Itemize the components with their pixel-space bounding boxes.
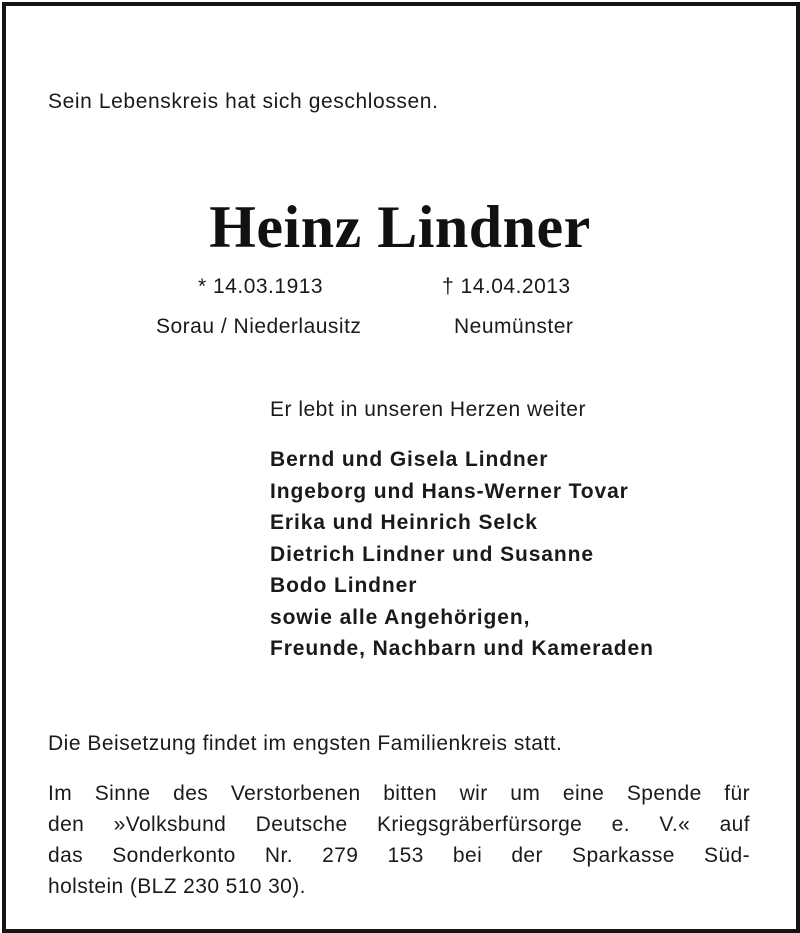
mourner-entry: Dietrich Lindner und Susanne <box>270 542 594 566</box>
mourner-entry: Erika und Heinrich Selck <box>270 511 538 534</box>
tribute-line: Er lebt in unseren Herzen weiter <box>270 398 586 421</box>
mourner-entry: Ingeborg und Hans-Werner Tovar <box>270 479 629 503</box>
funeral-note: Die Beisetzung findet im engsten Familienkreis statt. <box>48 732 563 755</box>
opening-line: Sein Lebenskreis hat sich geschlossen. <box>48 90 439 113</box>
mourner-entry: Bodo Lindner <box>270 574 418 597</box>
donation-line: holstein (BLZ 230 510 30). <box>48 875 306 898</box>
donation-line: das Sonderkonto Nr. 279 153 bei der Sparkasse Süd- <box>48 844 750 867</box>
mourner-entry: sowie alle Angehörigen, <box>270 605 531 629</box>
death-place: Neumünster <box>454 315 574 338</box>
mourner-entry: Freunde, Nachbarn und Kameraden <box>270 637 654 660</box>
deceased-name: Heinz Lindner <box>209 194 591 260</box>
birth-place: Sorau / Niederlausitz <box>156 315 362 338</box>
mourner-entry: Bernd und Gisela Lindner <box>270 448 549 471</box>
donation-note <box>48 778 750 902</box>
donation-line: Im Sinne des Verstorbenen bitten wir um eine Spende für <box>48 782 750 805</box>
donation-line: den »Volksbund Deutsche Kriegsgräberfürsorge e. V.« auf <box>48 813 750 836</box>
death-date: † 14.04.2013 <box>442 275 571 298</box>
mourners-list <box>270 444 654 665</box>
birth-date: * 14.03.1913 <box>198 275 324 298</box>
